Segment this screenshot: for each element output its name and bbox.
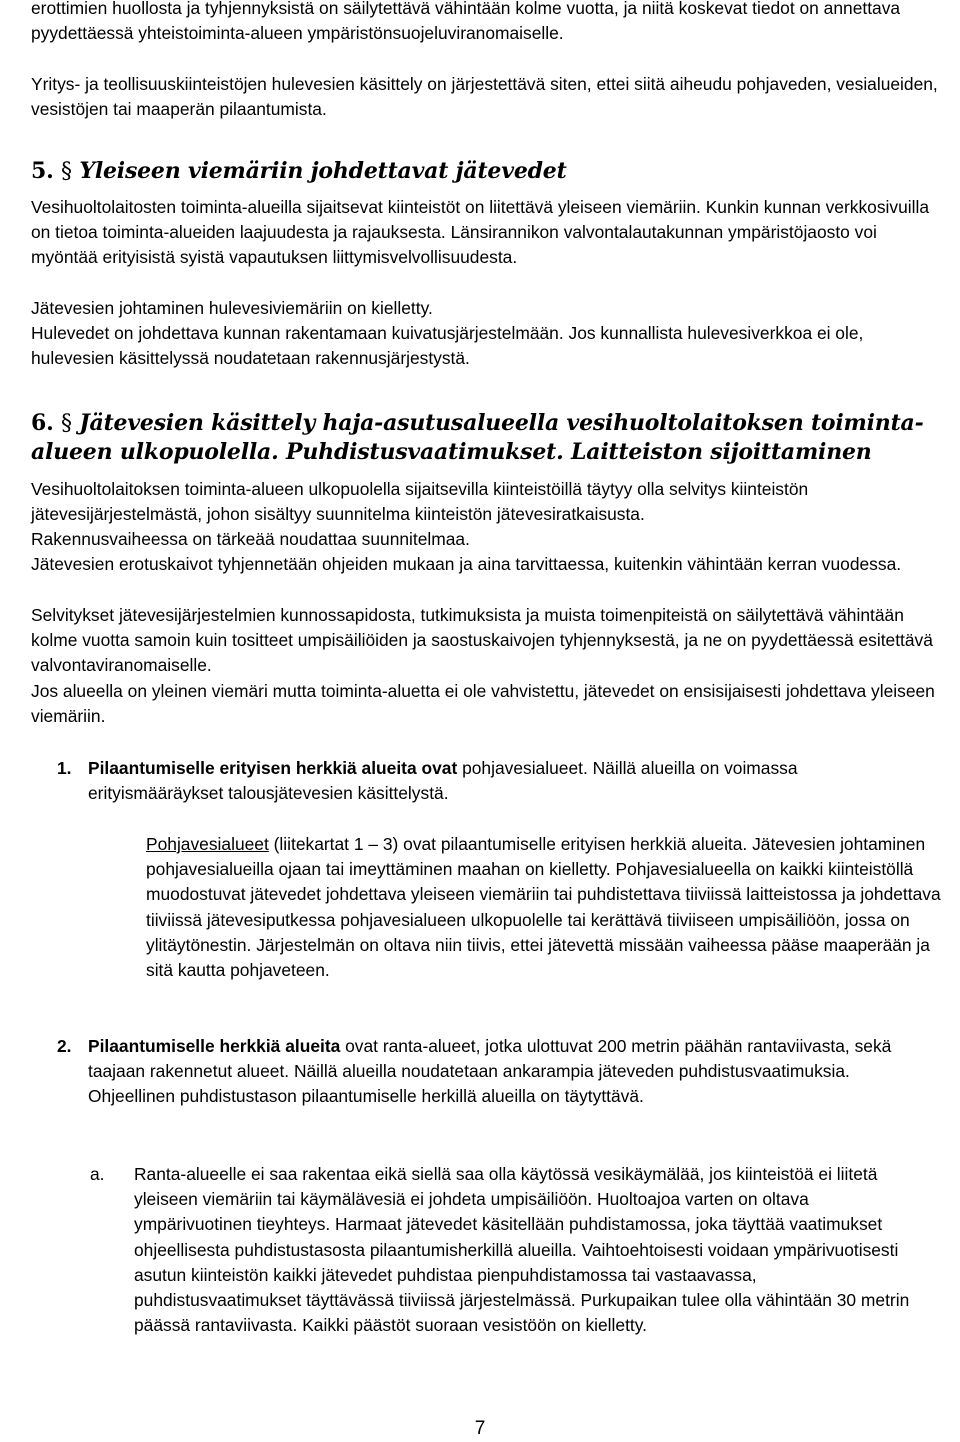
section-6-paragraph-1: Vesihuoltolaitoksen toiminta-alueen ulkopuolella sijaitsevilla kiinteistöillä täytyy olla selvitys kiinteistön jätevesijärjestelmästä, johon sisältyy suunnitelma kiinteistön jätevesiratkaisusta. xyxy=(31,479,809,525)
section-5-paragraph-2: Jätevesien johtaminen hulevesiviemäriin on kielletty. xyxy=(31,298,433,318)
list-item-2-text: ovat ranta-alueet, jotka ulottuvat 200 metrin päähän rantaviivasta, sekä taajaan rakennetut alueet. Näillä alueilla noudatetaan ankarampia jäteveden puhdistusvaatimuksia. Ohjeellinen puhdistustason pilaantumiselle herkillä alueilla on täytyttävä. xyxy=(88,1036,892,1107)
section-6-paragraph-2: Rakennusvaiheessa on tärkeää noudattaa suunnitelmaa. xyxy=(31,529,470,549)
list-marker: 1. xyxy=(57,758,72,778)
section-6-number: 6. xyxy=(31,410,54,436)
section-6-title-extra: Laitteiston sijoittaminen xyxy=(571,439,872,465)
section-5-heading xyxy=(31,157,946,186)
section-5-title: Yleiseen viemäriin johdettavat jätevedet xyxy=(79,158,567,184)
list-item-a-text: Ranta-alueelle ei saa rakentaa eikä siellä saa olla käytössä vesikäymälää, jos kiinteistöä ei liitetä yleiseen viemäriin tai käymälävesiä ei johdeta umpisäiliöön. Huoltoajoa varten on oltava ympärivuotinen tieyhteys. Harmaat jätevedet käsitellään puhdistamossa, joka täyttää vaatimukset ohjeellisesta puhdistustasosta pilaantumisherkillä alueilla. Vaihtoehtoisesti voidaan ympärivuotisesti asutun kiinteistön kaikki jätevedet puhdistaa pienpuhdistamossa tai vastaavassa, puhdistusvaatimukset täyttävässä tiiviissä järjestelmässä. Purkupaikan tulee olla vähintään 30 metrin päässä rantaviivasta. Kaikki päästöt suoraan vesistöön on kielletty. xyxy=(134,1164,910,1336)
section-5-paragraph-1: Vesihuoltolaitosten toiminta-alueilla sijaitsevat kiinteistöt on liitettävä yleiseen viemäriin. Kunkin kunnan verkkosivuilla on tietoa toiminta-alueiden laajuudesta ja rajauksesta. Länsirannikon valvontalautakunnan ympäristöjaosto voi myöntää erityisistä syistä vapautuksen liittymisvelvollisuudesta. xyxy=(31,197,930,268)
page-number: 7 xyxy=(474,1418,486,1439)
list-item-1-detail-text: (liitekartat 1 – 3) ovat pilaantumiselle erityisen herkkiä alueita. Jätevesien johtaminen pohjavesialueilla ojaan tai imeyttäminen maahan on kielletty. Pohjavesialueella on kaikki kiinteistöllä muodostuvat jätevedet johdettava yleiseen viemäriin tai puhdistettava tiiviissä laitteistossa ja johdettava tiiviissä jätevesiputkessa pohjavesialueen ulkopuolelle tai kerättävä tiiviiseen umpisäiliöön, jossa on ylitäytönestin. Järjestelmän on oltava niin tiivis, ettei jätevettä missään vaiheessa pääse maaperään ja sitä kautta pohjaveteen. xyxy=(146,834,941,981)
groundwater-areas-label: Pohjavesialueet xyxy=(146,834,269,854)
paragraph-stormwater-industry: Yritys- ja teollisuuskiinteistöjen hulevesien käsittely on järjestettävä siten, ettei siitä aiheudu pohjaveden, vesialueiden, vesistöjen tai maaperän pilaantumista. xyxy=(31,74,938,120)
list-item-1 xyxy=(57,756,908,806)
list-marker: a. xyxy=(90,1164,105,1184)
list-item-1-bold: Pilaantumiselle erityisen herkkiä alueita ovat xyxy=(88,758,458,778)
list-item-a xyxy=(90,1162,914,1338)
list-item-2 xyxy=(57,1034,908,1110)
section-symbol: § xyxy=(61,411,72,436)
section-6-paragraph-5: Jos alueella on yleinen viemäri mutta toiminta-aluetta ei ole vahvistettu, jätevedet on ensisijaisesti johdettava yleiseen viemäriin. xyxy=(31,681,935,727)
section-6-heading xyxy=(31,409,946,466)
list-item-1-detail xyxy=(146,832,946,983)
section-5-number: 5. xyxy=(31,158,54,184)
section-6-paragraph-3: Jätevesien erotuskaivot tyhjennetään ohjeiden mukaan ja aina tarvittaessa, kuitenkin vähintään kerran vuodessa. xyxy=(31,554,902,574)
section-symbol: § xyxy=(61,159,72,184)
section-5-paragraph-3: Hulevedet on johdettava kunnan rakentamaan kuivatusjärjestelmään. Jos kunnallista hulevesiverkkoa ei ole, hulevesien käsittelyssä noudatetaan rakennusjärjestystä. xyxy=(31,323,864,369)
section-6-title: Jätevesien käsittely haja-asutusalueella vesihuoltolaitoksen toiminta-alueen ulkopuolella. Puhdistusvaatimukset. xyxy=(31,410,924,465)
list-item-2-bold: Pilaantumiselle herkkiä alueita xyxy=(88,1036,341,1056)
paragraph-maintenance-records: erottimien huollosta ja tyhjennyksistä on säilytettävä vähintään kolme vuotta, ja niitä koskevat tiedot on annettava pyydettäessä yhteistoiminta-alueen ympäristönsuojeluviranomaiselle. xyxy=(31,0,901,44)
section-6-paragraph-4: Selvitykset jätevesijärjestelmien kunnossapidosta, tutkimuksista ja muista toimenpiteistä on säilytettävä vähintään kolme vuotta samoin kuin tositteet umpisäiliöiden ja saostuskaivojen tyhjennyksestä, ja ne on pyydettäessä esitettävä valvontaviranomaiselle. xyxy=(31,605,933,676)
list-item-1-text: pohjavesialueet. Näillä alueilla on voimassa erityismääräykset talousjätevesien käsittelystä. xyxy=(88,758,798,804)
list-marker: 2. xyxy=(57,1036,72,1056)
